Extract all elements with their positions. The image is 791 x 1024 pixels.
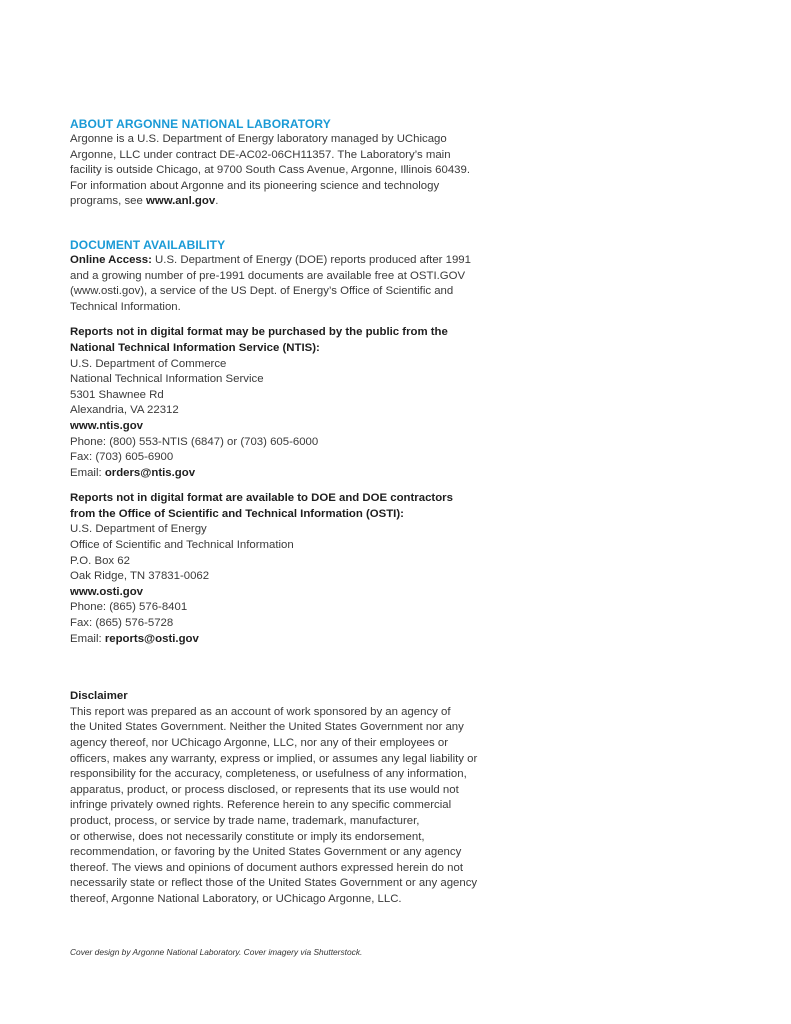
disclaimer-line: recommendation, or favoring by the United States Government or any agency — [70, 846, 462, 859]
disclaimer-line: thereof. The views and opinions of document authors expressed herein do not — [70, 861, 464, 874]
ntis-fax: Fax: (703) 605-6900 — [70, 451, 174, 464]
online-line-text: U.S. Department of Energy (DOE) reports produced after 1991 — [151, 253, 471, 266]
about-heading: ABOUT ARGONNE NATIONAL LABORATORY — [70, 117, 331, 131]
ntis-address-line: Alexandria, VA 22312 — [70, 404, 179, 417]
disclaimer-line: agency thereof, nor UChicago Argonne, LLC, nor any of their employees or — [70, 737, 449, 749]
osti-email-line — [70, 632, 520, 648]
ntis-address-line: U.S. Department of Commerce — [70, 357, 227, 370]
about-section — [70, 116, 520, 210]
page-content — [70, 116, 520, 908]
ntis-phone: Phone: (800) 553-NTIS (6847) or (703) 605-6000 — [70, 435, 319, 448]
about-last-prefix: programs, see — [70, 195, 146, 208]
osti-email-link[interactable]: reports@osti.gov — [104, 632, 199, 645]
online-access-label: Online Access: — [70, 253, 152, 266]
disclaimer-line: apparatus, product, or process disclosed, or represents that its use would not — [70, 783, 459, 796]
osti-address-line: Oak Ridge, TN 37831-0062 — [70, 570, 210, 583]
disclaimer-line: thereof, Argonne National Laboratory, or UChicago Argonne, LLC. — [70, 892, 402, 905]
ntis-web-link[interactable]: www.ntis.gov — [70, 419, 143, 432]
online-line: and a growing number of pre-1991 documents are available free at OSTI.GOV — [70, 269, 466, 282]
online-access-paragraph — [70, 253, 520, 315]
ntis-heading-line: Reports not in digital format may be purchased by the public from the — [70, 326, 448, 339]
availability-section — [70, 237, 520, 315]
disclaimer-line: the United States Government. Neither the United States Government nor any — [70, 721, 464, 734]
about-line: For information about Argonne and its pioneering science and technology — [70, 179, 440, 192]
disclaimer-section — [70, 689, 520, 907]
about-line: Argonne is a U.S. Department of Energy laboratory managed by UChicago — [70, 133, 447, 145]
anl-link[interactable]: www.anl.gov — [145, 195, 216, 208]
disclaimer-line: necessarily state or reflect those of the United States Government or any agency — [70, 877, 478, 890]
ntis-email-label: Email: — [70, 466, 105, 479]
ntis-address-line: National Technical Information Service — [70, 373, 264, 386]
osti-heading-line: from the Office of Scientific and Technical Information (OSTI): — [70, 507, 404, 520]
disclaimer-paragraph — [70, 705, 520, 908]
osti-address-line: Office of Scientific and Technical Information — [70, 539, 294, 552]
osti-heading-line: Reports not in digital format are available to DOE and DOE contractors — [70, 492, 453, 505]
osti-email-label: Email: — [70, 632, 105, 645]
osti-heading — [70, 491, 520, 522]
ntis-section — [70, 325, 520, 481]
about-last-suffix: . — [215, 195, 219, 208]
availability-heading: DOCUMENT AVAILABILITY — [70, 237, 226, 252]
disclaimer-line: This report was prepared as an account of work sponsored by an agency of — [70, 705, 451, 718]
online-line: Technical Information. — [70, 300, 181, 313]
about-paragraph — [70, 132, 520, 210]
osti-web-link[interactable]: www.osti.gov — [70, 585, 143, 598]
disclaimer-line: infringe privately owned rights. Reference herein to any specific commercial — [70, 799, 452, 812]
cover-credit-footer: Cover design by Argonne National Laboratory. Cover imagery via Shutterstock. — [70, 947, 363, 957]
about-line: facility is outside Chicago, at 9700 South Cass Avenue, Argonne, Illinois 60439. — [70, 164, 470, 177]
disclaimer-line: officers, makes any warranty, express or implied, or assumes any legal liability or — [70, 752, 478, 765]
osti-address-line: P.O. Box 62 — [70, 554, 130, 567]
online-line: (www.osti.gov), a service of the US Dept. of Energy’s Office of Scientific and — [70, 285, 454, 298]
ntis-heading-line: National Technical Information Service (NTIS): — [70, 341, 320, 354]
about-line — [70, 194, 520, 210]
osti-contact — [70, 522, 520, 647]
osti-address-line: U.S. Department of Energy — [70, 523, 207, 536]
osti-fax: Fax: (865) 576-5728 — [70, 617, 174, 630]
disclaimer-line: responsibility for the accuracy, completeness, or usefulness of any information, — [70, 768, 467, 781]
ntis-email-line — [70, 466, 520, 482]
osti-section — [70, 491, 520, 647]
ntis-address-line: 5301 Shawnee Rd — [70, 388, 164, 401]
online-line — [70, 253, 520, 269]
disclaimer-line: or otherwise, does not necessarily constitute or imply its endorsement, — [70, 830, 425, 843]
ntis-heading — [70, 325, 520, 356]
osti-phone: Phone: (865) 576-8401 — [70, 601, 188, 614]
disclaimer-line: product, process, or service by trade name, trademark, manufacturer, — [70, 814, 420, 827]
disclaimer-heading: Disclaimer — [70, 690, 128, 703]
ntis-email-link[interactable]: orders@ntis.gov — [104, 466, 196, 479]
about-line: Argonne, LLC under contract DE-AC02-06CH11357. The Laboratory’s main — [70, 148, 451, 161]
ntis-contact — [70, 357, 520, 482]
